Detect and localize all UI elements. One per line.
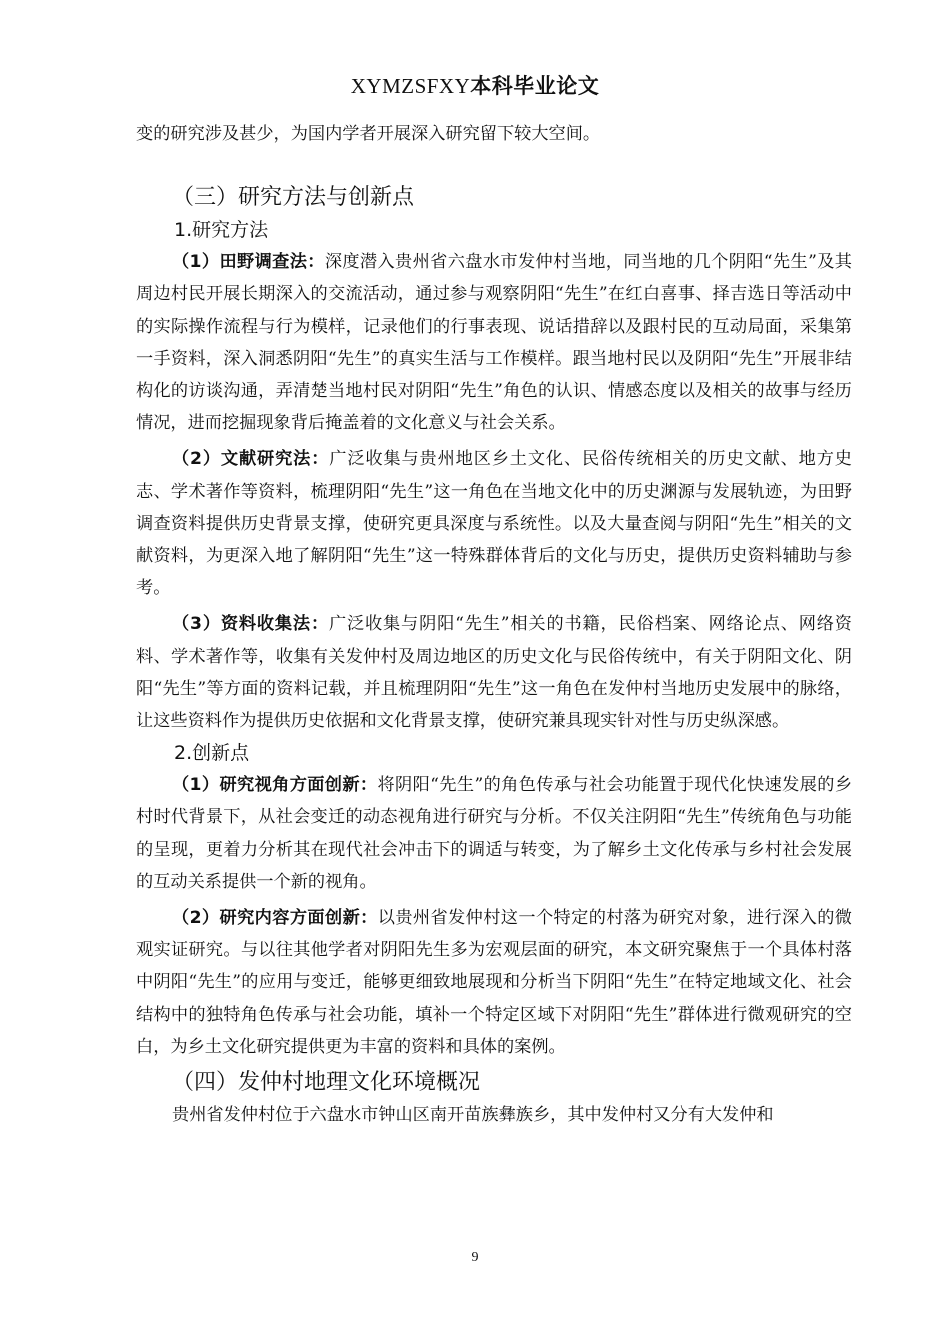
header-code: XYMZSFXY — [350, 74, 471, 98]
header-title: 本科毕业论文 — [470, 74, 600, 98]
method-paragraph — [136, 443, 852, 604]
subsection-methods-heading: 1.研究方法 — [174, 219, 269, 242]
method-lead: （1）田野调查法： — [172, 252, 325, 273]
method-paragraph — [136, 246, 852, 439]
method-text: 广泛收集与阴阳“先生”相关的书籍，民俗档案、网络论点、网络资料、学术著作等，收集有关发仲村及周边地区的历史文化与民俗传统中，有关于阴阳文化、阴阳“先生”等方面的资料记载，并且梳理阴阳“先生”这一角色在发仲村当地历史发展中的脉络，让这些资料作为提供历史依据和文化背景支撑，使研究兼具现实针对性与历史纵深感。 — [136, 614, 852, 732]
intro-paragraph: 变的研究涉及甚少，为国内学者开展深入研究留下较大空间。 — [136, 124, 601, 144]
subsection-innovation-heading: 2.创新点 — [174, 742, 250, 765]
method-text: 深度潜入贵州省六盘水市发仲村当地，同当地的几个阴阳“先生”及其周边村民开展长期深入的交流活动，通过参与观察阴阳“先生”在红白喜事、择吉选日等活动中的实际操作流程与行为模样，记录他们的行事表现、说话措辞以及跟村民的互动局面，采集第一手资料，深入洞悉阴阳“先生”的真实生活与工作模样。跟当地村民以及阴阳“先生”开展非结构化的访谈沟通，弄清楚当地村民对阴阳“先生”角色的认识、情感态度以及相关的故事与经历情况，进而挖掘现象背后掩盖着的文化意义与社会关系。 — [136, 252, 852, 434]
innovation-paragraph — [136, 902, 852, 1063]
page-header — [0, 70, 950, 100]
method-text: 广泛收集与贵州地区乡土文化、民俗传统相关的历史文献、地方史志、学术著作等资料，梳理阴阳“先生”这一角色在当地文化中的历史渊源与发展轨迹，为田野调查资料提供历史背景支撑，使研究更具深度与系统性。以及大量查阅与阴阳“先生”相关的文献资料，为更深入地了解阴阳“先生”这一特殊群体背后的文化与历史，提供历史资料辅助与参考。 — [136, 449, 852, 599]
method-paragraph — [136, 608, 852, 737]
innovation-paragraph — [136, 769, 852, 898]
section-4-heading: （四）发仲村地理文化环境概况 — [172, 1070, 481, 1096]
innovation-lead: （2）研究内容方面创新： — [172, 908, 378, 929]
innovation-text: 以贵州省发仲村这一个特定的村落为研究对象，进行深入的微观实证研究。与以往其他学者对阴阳先生多为宏观层面的研究，本文研究聚焦于一个具体村落中阴阳“先生”的应用与变迁，能够更细致地展现和分析当下阴阳“先生”在特定地域文化、社会结构中的独特角色传承与社会功能，填补一个特定区域下对阴阳“先生”群体进行微观研究的空白，为乡土文化研究提供更为丰富的资料和具体的案例。 — [136, 908, 852, 1057]
document-body — [136, 118, 852, 1131]
innovation-text: 将阴阳“先生”的角色传承与社会功能置于现代化快速发展的乡村时代背景下，从社会变迁的动态视角进行研究与分析。不仅关注阴阳“先生”传统角色与功能的呈现，更着力分析其在现代社会冲击下的调适与转变，为了解乡土文化传承与乡村社会发展的互动关系提供一个新的视角。 — [136, 775, 853, 892]
method-lead: （2）文献研究法： — [172, 449, 330, 470]
innovation-lead: （1）研究视角方面创新： — [172, 775, 378, 796]
section-4-paragraph: 贵州省发仲村位于六盘水市钟山区南开苗族彝族乡，其中发仲村又分有大发仲和 — [172, 1105, 774, 1126]
page-number: 9 — [471, 1250, 479, 1265]
section-3-heading: （三）研究方法与创新点 — [172, 185, 415, 211]
method-lead: （3）资料收集法： — [172, 614, 329, 635]
